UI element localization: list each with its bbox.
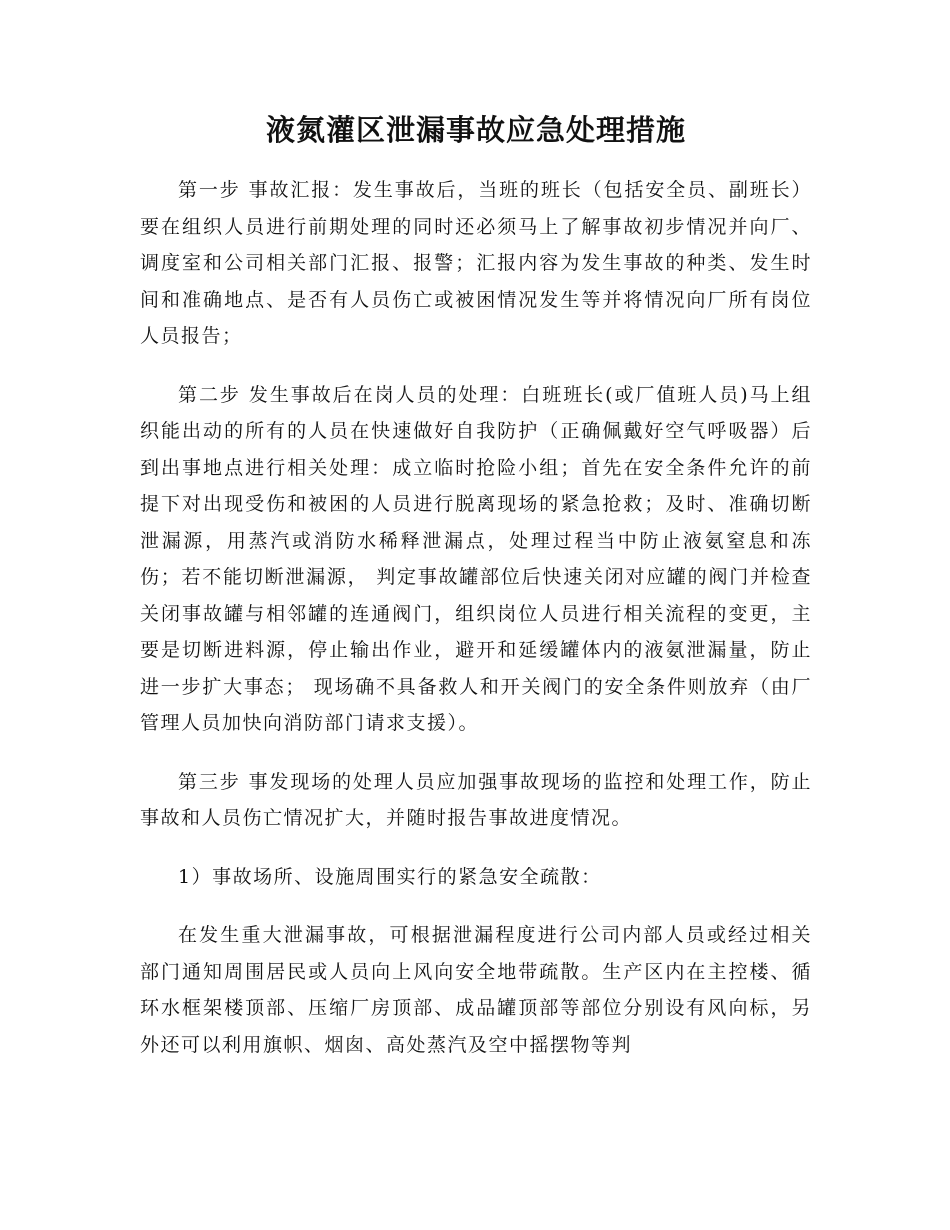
document-title: 液氮灌区泄漏事故应急处理措施 [265, 113, 686, 147]
paragraph-evacuation-heading: 1）事故场所、设施周围实行的紧急安全疏散： [178, 865, 602, 888]
document-page [140, 108, 812, 1085]
paragraph-evacuation-body: 在发生重大泄漏事故，可根据泄漏程度进行公司内部人员或经过相关部门通知周围居民或人员向上风向安全地带疏散。生产区内在主控楼、循环水框架楼顶部、压缩厂房顶部、成品罐顶部等部位分别设有风向标，另外还可以利用旗帜、烟囱、高处蒸汽及空中摇摆物等判 [140, 924, 812, 1056]
paragraph-step-1: 第一步 事故汇报：发生事故后，当班的班长（包括安全员、副班长）要在组织人员进行前期处理的同时还必须马上了解事故初步情况并向厂、调度室和公司相关部门汇报、报警；汇报内容为发生事故的种类、发生时间和准确地点、是否有人员伤亡或被困情况发生等并将情况向厂所有岗位人员报告； [140, 179, 812, 347]
paragraph-step-3: 第三步 事发现场的处理人员应加强事故现场的监控和处理工作，防止事故和人员伤亡情况扩大，并随时报告事故进度情况。 [140, 770, 812, 829]
paragraph-step-2: 第二步 发生事故后在岗人员的处理：白班班长(或厂值班人员)马上组织能出动的所有的人员在快速做好自我防护（正确佩戴好空气呼吸器）后到出事地点进行相关处理：成立临时抢险小组；首先在安全条件允许的前提下对出现受伤和被困的人员进行脱离现场的紧急抢救；及时、准确切断泄漏源，用蒸汽或消防水稀释泄漏点，处理过程当中防止液氨窒息和冻伤；若不能切断泄漏源， 判定事故罐部位后快速关闭对应罐的阀门并检查关闭事故罐与相邻罐的连通阀门，组织岗位人员进行相关流程的变更，主要是切断进料源，停止输出作业，避开和延缓罐体内的液氨泄漏量，防止进一步扩大事态； 现场确不具备救人和开关阀门的安全条件则放弃（由厂管理人员加快向消防部门请求支援）。 [140, 383, 812, 734]
